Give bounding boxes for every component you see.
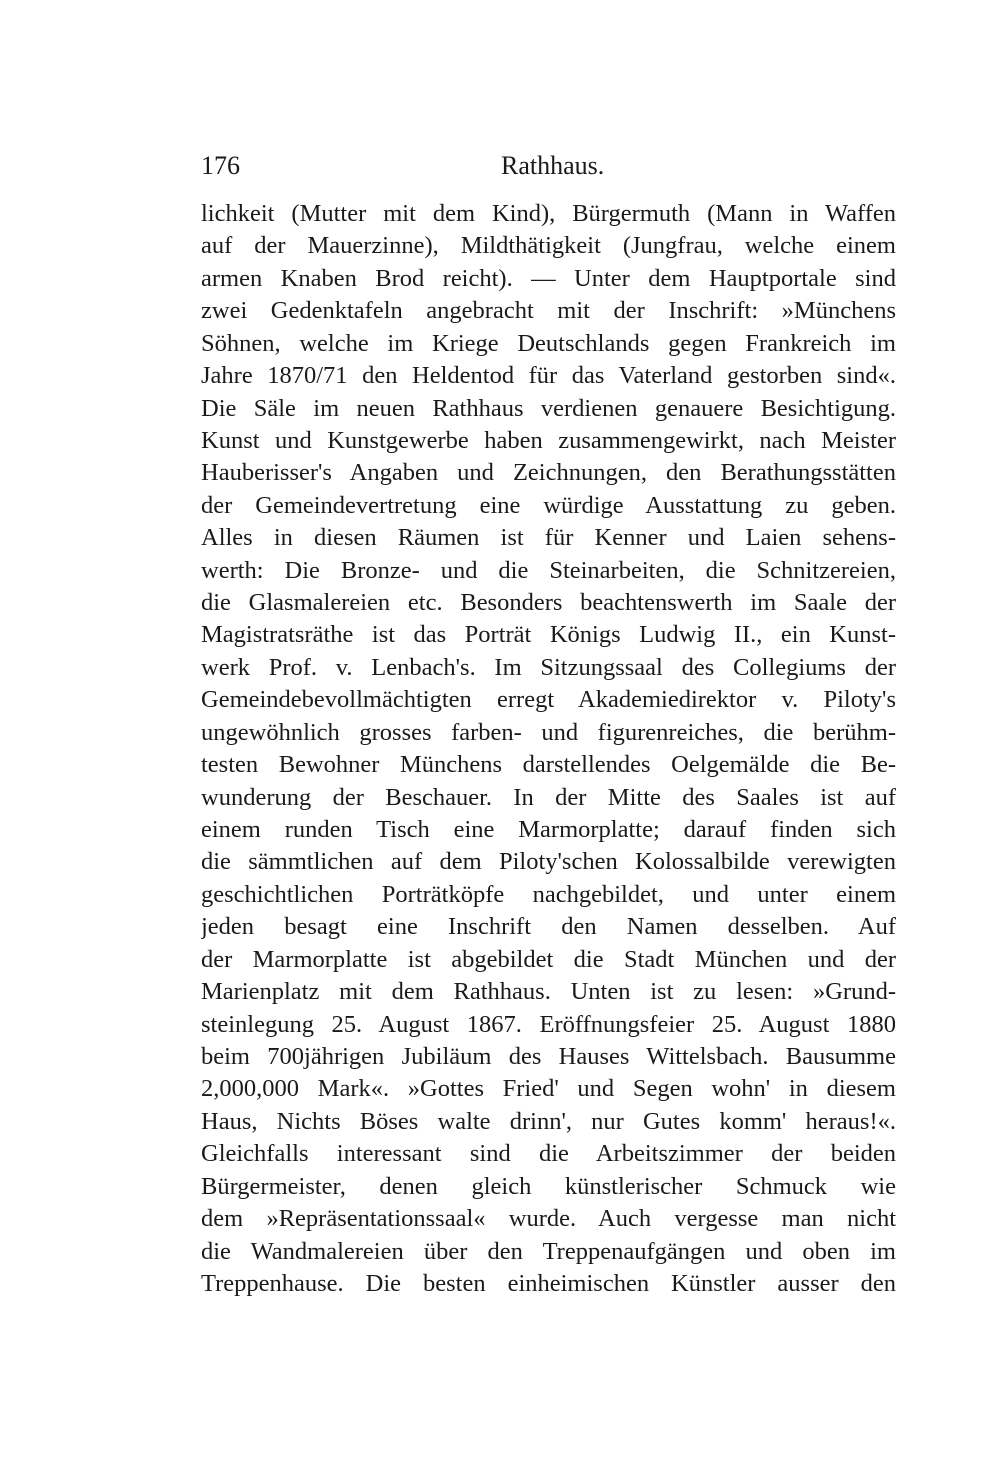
text-line: die sämmtlichen auf dem Piloty'schen Kolossalbilde verewigten bbox=[201, 848, 896, 876]
text-line: lichkeit (Mutter mit dem Kind), Bürgermuth (Mann in Waffen bbox=[201, 200, 896, 227]
text-line: der Marmorplatte ist abgebildet die Stadt München und der bbox=[201, 945, 896, 973]
page-header bbox=[201, 148, 896, 184]
text-line: Magistratsräthe ist das Porträt Königs Ludwig II., ein Kunst- bbox=[201, 621, 896, 649]
text-line: armen Knaben Brod reicht). — Unter dem Hauptportale sind bbox=[201, 264, 896, 292]
text-line: Gleichfalls interessant sind die Arbeitszimmer der beiden bbox=[201, 1140, 896, 1168]
text-line: jeden besagt eine Inschrift den Namen desselben. Auf bbox=[201, 913, 896, 941]
text-line: die Wandmalereien über den Treppenaufgängen und oben im bbox=[201, 1237, 896, 1265]
text-line: wunderung der Beschauer. In der Mitte des Saales ist auf bbox=[201, 783, 896, 811]
text-line: werth: Die Bronze- und die Steinarbeiten, die Schnitzereien, bbox=[201, 556, 896, 584]
text-line: Gemeindebevollmächtigten erregt Akademiedirektor v. Piloty's bbox=[201, 686, 896, 714]
text-line: Söhnen, welche im Kriege Deutschlands gegen Frankreich im bbox=[201, 329, 896, 357]
text-line: Alles in diesen Räumen ist für Kenner und Laien sehens- bbox=[201, 524, 896, 552]
text-line: geschichtlichen Porträtköpfe nachgebildet, und unter einem bbox=[201, 880, 896, 908]
text-line: steinlegung 25. August 1867. Eröffnungsfeier 25. August 1880 bbox=[201, 1010, 896, 1038]
text-line: Marienplatz mit dem Rathhaus. Unten ist zu lesen: »Grund- bbox=[201, 978, 896, 1006]
text-line: Hauberisser's Angaben und Zeichnungen, den Berathungsstätten bbox=[201, 459, 896, 487]
text-line: Die Säle im neuen Rathhaus verdienen genauere Besichtigung. bbox=[201, 394, 896, 422]
text-line: Bürgermeister, denen gleich künstlerischer Schmuck wie bbox=[201, 1172, 896, 1200]
text-line: einem runden Tisch eine Marmorplatte; darauf finden sich bbox=[201, 816, 896, 844]
text-line: Treppenhause. Die besten einheimischen Künstler ausser den bbox=[201, 1269, 896, 1297]
running-title: Rathhaus. bbox=[501, 151, 605, 180]
text-line: Jahre 1870/71 den Heldentod für das Vaterland gestorben sind«. bbox=[201, 362, 896, 390]
text-line: testen Bewohner Münchens darstellendes Oelgemälde die Be- bbox=[201, 751, 896, 779]
text-line: 2,000,000 Mark«. »Gottes Fried' und Segen wohn' in diesem bbox=[201, 1075, 896, 1103]
text-line: der Gemeindevertretung eine würdige Ausstattung zu geben. bbox=[201, 491, 896, 519]
page-number: 176 bbox=[201, 151, 240, 180]
body-text bbox=[201, 198, 896, 1300]
text-line: zwei Gedenktafeln angebracht mit der Inschrift: »Münchens bbox=[201, 297, 896, 325]
text-line: Haus, Nichts Böses walte drinn', nur Gutes komm' heraus!«. bbox=[201, 1107, 896, 1135]
text-line: Kunst und Kunstgewerbe haben zusammengewirkt, nach Meister bbox=[201, 426, 896, 454]
text-line: werk Prof. v. Lenbach's. Im Sitzungssaal des Collegiums der bbox=[201, 653, 896, 681]
text-line: die Glasmalereien etc. Besonders beachtenswerth im Saale der bbox=[201, 589, 896, 617]
text-line: auf der Mauerzinne), Mildthätigkeit (Jungfrau, welche einem bbox=[201, 232, 896, 260]
text-line: beim 700jährigen Jubiläum des Hauses Wittelsbach. Bausumme bbox=[201, 1042, 896, 1070]
text-line: dem »Repräsentationssaal« wurde. Auch vergesse man nicht bbox=[201, 1205, 896, 1233]
text-line: ungewöhnlich grosses farben- und figurenreiches, die berühm- bbox=[201, 718, 896, 746]
